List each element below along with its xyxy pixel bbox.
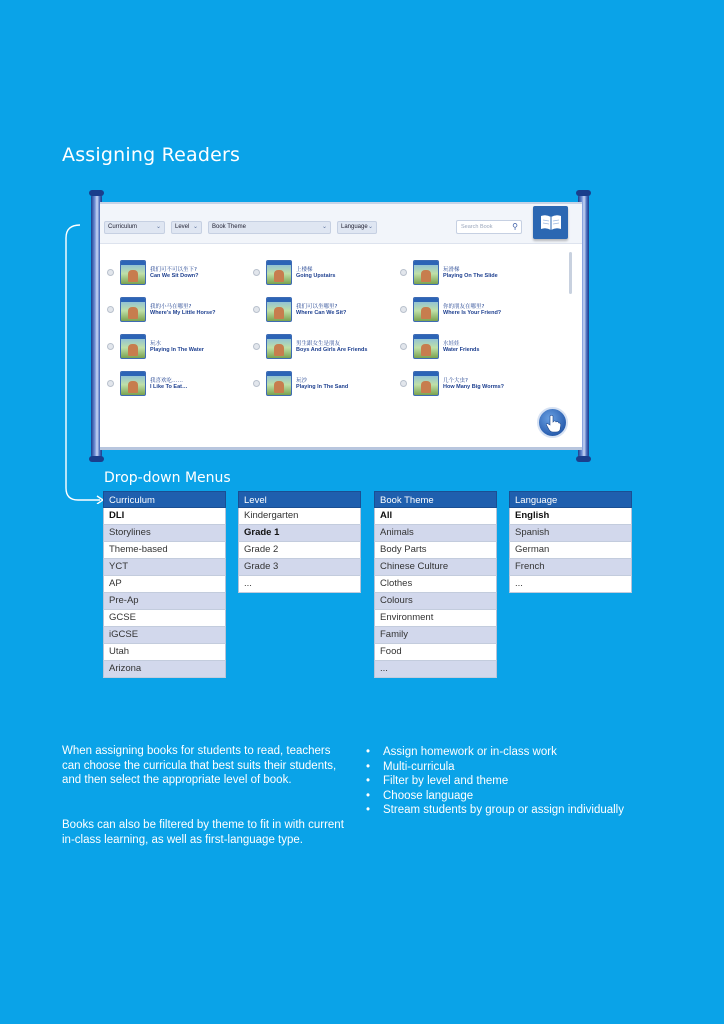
menu-option[interactable]: Clothes bbox=[374, 576, 497, 593]
menu-option[interactable]: DLI bbox=[103, 508, 226, 525]
menu-option[interactable]: Utah bbox=[103, 644, 226, 661]
book-title-english: I Like To Eat… bbox=[150, 384, 188, 390]
menu-option[interactable]: ... bbox=[509, 576, 632, 593]
feature-bullet: • Choose language bbox=[366, 789, 646, 804]
book-title-english: Playing On The Slide bbox=[443, 273, 498, 279]
book-cover-thumbnail bbox=[413, 334, 439, 359]
menu-option[interactable]: German bbox=[509, 542, 632, 559]
book-title-chinese: 我们可以坐哪里? bbox=[296, 304, 338, 310]
language-dropdown-label: Language bbox=[341, 224, 368, 230]
menu-option[interactable]: Chinese Culture bbox=[374, 559, 497, 576]
curriculum-dropdown[interactable] bbox=[104, 221, 165, 234]
book-title-chinese: 水娃娃 bbox=[443, 341, 460, 347]
hand-pointer-button[interactable] bbox=[537, 407, 568, 438]
book-list-item[interactable] bbox=[400, 260, 540, 286]
search-icon[interactable]: ⚲ bbox=[512, 222, 518, 231]
book-radio[interactable] bbox=[253, 306, 260, 313]
book-title-chinese: 我的小马在哪里? bbox=[150, 304, 192, 310]
book-title-chinese: 玩滑梯 bbox=[443, 267, 460, 273]
book-title-chinese: 我喜欢吃…… bbox=[150, 378, 184, 384]
book-cover-thumbnail bbox=[266, 297, 292, 322]
open-book-icon bbox=[540, 214, 562, 231]
level-menu bbox=[238, 491, 361, 593]
menu-option[interactable]: Grade 2 bbox=[238, 542, 361, 559]
book-cover-thumbnail bbox=[266, 371, 292, 396]
book-title-chinese: 玩沙 bbox=[296, 378, 308, 384]
book-title-english: Water Friends bbox=[443, 347, 480, 353]
book-theme-dropdown[interactable] bbox=[208, 221, 331, 234]
book-radio[interactable] bbox=[400, 306, 407, 313]
page-title: Assigning Readers bbox=[62, 144, 241, 166]
book-title-english: Boys And Girls Are Friends bbox=[296, 347, 368, 353]
menu-option[interactable]: Environment bbox=[374, 610, 497, 627]
dropdown-menus-heading: Drop-down Menus bbox=[104, 470, 231, 486]
menu-option[interactable]: Pre-Ap bbox=[103, 593, 226, 610]
curriculum-menu-header: Curriculum bbox=[103, 491, 226, 508]
language-menu bbox=[509, 491, 632, 593]
connector-arrow bbox=[60, 224, 110, 504]
menu-option[interactable]: Grade 3 bbox=[238, 559, 361, 576]
menu-option[interactable]: iGCSE bbox=[103, 627, 226, 644]
menu-option[interactable]: ... bbox=[374, 661, 497, 678]
feature-bullet: • Assign homework or in-class work bbox=[366, 745, 646, 760]
level-dropdown[interactable] bbox=[171, 221, 202, 234]
book-radio[interactable] bbox=[400, 269, 407, 276]
book-radio[interactable] bbox=[253, 269, 260, 276]
book-cover-thumbnail bbox=[120, 371, 146, 396]
book-list-item[interactable] bbox=[107, 334, 247, 360]
chevron-down-icon: ⌄ bbox=[321, 224, 327, 230]
book-cover-thumbnail bbox=[120, 297, 146, 322]
book-cover-thumbnail bbox=[413, 260, 439, 285]
chevron-down-icon: ⌄ bbox=[192, 224, 198, 230]
level-menu-header: Level bbox=[238, 491, 361, 508]
book-list-item[interactable] bbox=[107, 297, 247, 323]
menu-option[interactable]: YCT bbox=[103, 559, 226, 576]
book-cover-thumbnail bbox=[120, 334, 146, 359]
hand-pointer-icon bbox=[545, 414, 562, 433]
book-cover-thumbnail bbox=[266, 260, 292, 285]
menu-option[interactable]: Grade 1 bbox=[238, 525, 361, 542]
book-title-chinese: 上楼梯 bbox=[296, 267, 313, 273]
search-input[interactable] bbox=[456, 220, 522, 234]
book-title-english: Playing In The Sand bbox=[296, 384, 349, 390]
feature-bullet: • Stream students by group or assign individually bbox=[366, 803, 646, 818]
app-screen bbox=[100, 202, 582, 450]
list-scrollbar[interactable] bbox=[569, 252, 572, 294]
book-title-english: How Many Big Worms? bbox=[443, 384, 505, 390]
book-theme-menu-header: Book Theme bbox=[374, 491, 497, 508]
book-cover-thumbnail bbox=[266, 334, 292, 359]
menu-option[interactable]: Body Parts bbox=[374, 542, 497, 559]
menu-option[interactable]: Theme-based bbox=[103, 542, 226, 559]
description-paragraph-2: Books can also be filtered by theme to fit in with current in-class learning, as well as first-language type. bbox=[62, 819, 344, 846]
menu-option[interactable]: Kindergarten bbox=[238, 508, 361, 525]
book-list-item[interactable] bbox=[253, 260, 393, 286]
book-list-item[interactable] bbox=[400, 334, 540, 360]
book-title-english: Where Can We Sit? bbox=[296, 310, 347, 316]
feature-list bbox=[366, 745, 646, 818]
chevron-down-icon: ⌄ bbox=[367, 224, 373, 230]
book-list-item[interactable] bbox=[400, 371, 540, 397]
book-list-item[interactable] bbox=[253, 334, 393, 360]
rod-cap bbox=[576, 190, 591, 196]
book-title-english: Where Is Your Friend? bbox=[443, 310, 502, 316]
menu-option[interactable]: GCSE bbox=[103, 610, 226, 627]
menu-option[interactable]: English bbox=[509, 508, 632, 525]
book-title-chinese: 玩水 bbox=[150, 341, 162, 347]
book-title-english: Where's My Little Horse? bbox=[150, 310, 216, 316]
book-cover-thumbnail bbox=[413, 297, 439, 322]
library-book-button[interactable] bbox=[533, 206, 568, 239]
language-menu-header: Language bbox=[509, 491, 632, 508]
curriculum-dropdown-label: Curriculum bbox=[108, 224, 138, 230]
book-title-chinese: 几个大虫? bbox=[443, 378, 468, 384]
search-placeholder: Search Book bbox=[461, 224, 493, 230]
book-title-chinese: 你的朋友在哪里? bbox=[443, 304, 485, 310]
description-paragraph-1: When assigning books for students to read, teachers can choose the curricula that best suits their students, and then select the appropriate level of book. bbox=[62, 745, 337, 787]
book-theme-dropdown-label: Book Theme bbox=[212, 224, 246, 230]
menu-option[interactable]: Arizona bbox=[103, 661, 226, 678]
book-title-chinese: 男生跟女生是朋友 bbox=[296, 341, 341, 347]
book-radio[interactable] bbox=[400, 343, 407, 350]
book-cover-thumbnail bbox=[120, 260, 146, 285]
language-dropdown[interactable] bbox=[337, 221, 377, 234]
menu-option[interactable]: Family bbox=[374, 627, 497, 644]
book-radio[interactable] bbox=[400, 380, 407, 387]
feature-bullet: • Filter by level and theme bbox=[366, 774, 646, 789]
menu-option[interactable]: Spanish bbox=[509, 525, 632, 542]
filter-toolbar bbox=[100, 204, 582, 244]
level-dropdown-label: Level bbox=[175, 224, 190, 230]
book-title-english: Can We Sit Down? bbox=[150, 273, 199, 279]
rod-cap bbox=[576, 456, 591, 462]
book-list-item[interactable] bbox=[253, 297, 393, 323]
curriculum-menu bbox=[103, 491, 226, 678]
book-title-english: Playing In The Water bbox=[150, 347, 204, 353]
menu-option[interactable]: Food bbox=[374, 644, 497, 661]
book-radio[interactable] bbox=[253, 343, 260, 350]
book-list-item[interactable] bbox=[253, 371, 393, 397]
book-title-english: Going Upstairs bbox=[296, 273, 336, 279]
book-list-item[interactable] bbox=[107, 260, 247, 286]
menu-option[interactable]: ... bbox=[238, 576, 361, 593]
menu-option[interactable]: AP bbox=[103, 576, 226, 593]
book-theme-menu bbox=[374, 491, 497, 678]
menu-option[interactable]: French bbox=[509, 559, 632, 576]
book-cover-thumbnail bbox=[413, 371, 439, 396]
rod-cap bbox=[89, 190, 104, 196]
menu-option[interactable]: Animals bbox=[374, 525, 497, 542]
chevron-down-icon: ⌄ bbox=[155, 224, 161, 230]
menu-option[interactable]: Colours bbox=[374, 593, 497, 610]
menu-option[interactable]: Storylines bbox=[103, 525, 226, 542]
book-radio[interactable] bbox=[253, 380, 260, 387]
feature-bullet: • Multi-curricula bbox=[366, 760, 646, 775]
book-title-chinese: 我们可不可以坐下? bbox=[150, 267, 197, 273]
book-list-item[interactable] bbox=[400, 297, 540, 323]
book-list-item[interactable] bbox=[107, 371, 247, 397]
menu-option[interactable]: All bbox=[374, 508, 497, 525]
